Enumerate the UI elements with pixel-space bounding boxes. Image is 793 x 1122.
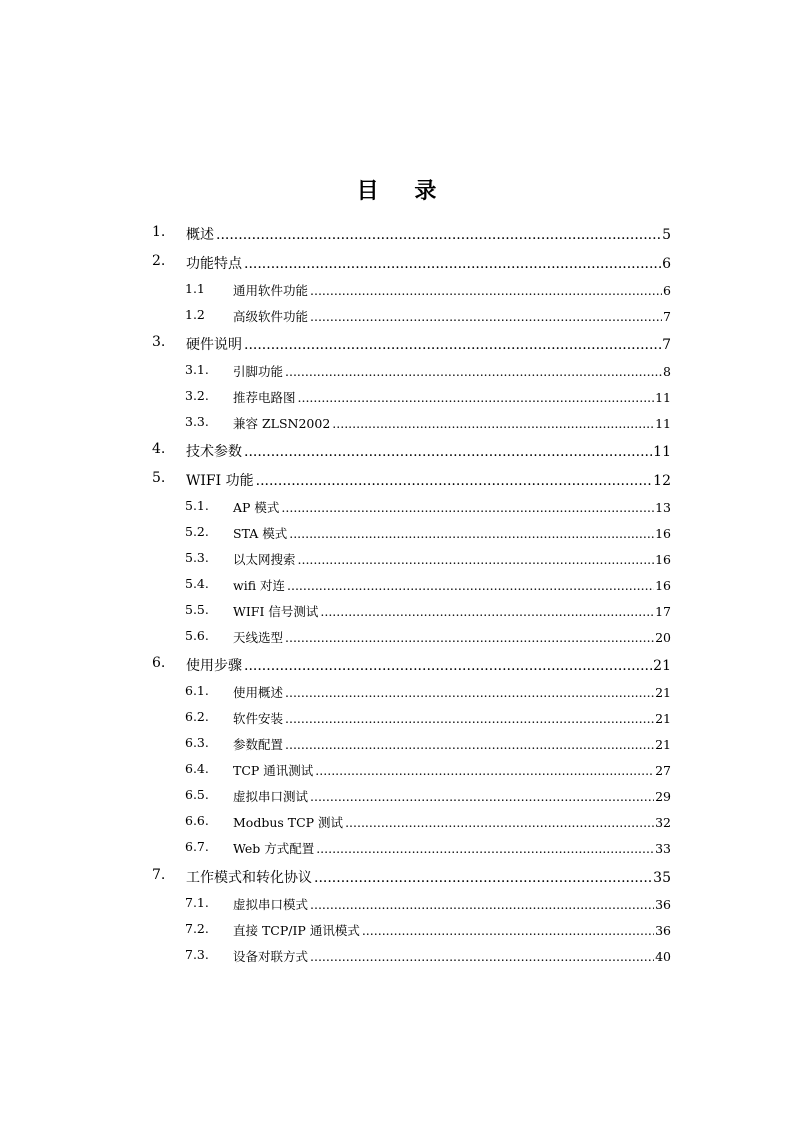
toc-entry[interactable] [0, 735, 793, 759]
toc-entry[interactable] [0, 281, 793, 305]
dot-leader [287, 578, 654, 593]
toc-entry-line [233, 839, 671, 857]
toc-entry-number: 7.1. [185, 895, 209, 910]
toc-entry-line [233, 813, 671, 831]
toc-entry-label: 虚拟串口模式 [233, 897, 309, 912]
toc-entry-line [233, 498, 671, 516]
toc-entry-page-number: 27 [655, 763, 671, 778]
dot-leader [310, 283, 662, 298]
toc-entry-label: WIFI 信号测试 [233, 604, 319, 619]
toc-entry[interactable] [0, 441, 793, 467]
toc-entry-number: 4. [152, 441, 166, 457]
toc-entry[interactable] [0, 224, 793, 250]
toc-entry-page-number: 13 [655, 500, 671, 515]
dot-leader [289, 526, 654, 541]
dot-leader [332, 416, 654, 431]
toc-entry[interactable] [0, 414, 793, 438]
page-title: 目 录 [356, 179, 451, 204]
toc-entry-label: 兼容 ZLSN2002 [233, 416, 331, 431]
toc-entry-page-number: 16 [655, 526, 671, 541]
toc-entry-label: 推荐电路图 [233, 390, 296, 405]
toc-entry-line [233, 735, 671, 753]
toc-entry-number: 3.2. [185, 388, 209, 403]
toc-entry-number: 5.1. [185, 498, 209, 513]
toc-entry-line [233, 388, 671, 406]
toc-entry-number: 7.2. [185, 921, 209, 936]
dot-leader [285, 364, 662, 379]
dot-leader [310, 789, 654, 804]
toc-entry-line [233, 602, 671, 620]
toc-entry[interactable] [0, 867, 793, 893]
toc-entry[interactable] [0, 683, 793, 707]
toc-entry[interactable] [0, 362, 793, 386]
toc-entry-line [186, 655, 671, 675]
toc-entry-label: 使用步骤 [186, 658, 242, 674]
toc-entry[interactable] [0, 334, 793, 360]
toc-entry-page-number: 21 [653, 658, 671, 674]
toc-entry-line [233, 524, 671, 542]
toc-entry-number: 6.6. [185, 813, 209, 828]
toc-entry-page-number: 21 [655, 711, 671, 726]
dot-leader [320, 604, 654, 619]
toc-entry-line [186, 334, 671, 354]
toc-entry-line [233, 550, 671, 568]
toc-entry-line [233, 576, 671, 594]
toc-entry-number: 6.2. [185, 709, 209, 724]
dot-leader [298, 552, 655, 567]
toc-entry[interactable] [0, 947, 793, 971]
toc-entry[interactable] [0, 602, 793, 626]
toc-entry-page-number: 11 [653, 444, 671, 460]
toc-entry-label: 直接 TCP/IP 通讯模式 [233, 923, 360, 938]
toc-entry-page-number: 6 [663, 283, 671, 298]
toc-entry[interactable] [0, 307, 793, 331]
toc-entry-label: Web 方式配置 [233, 841, 315, 856]
toc-entry-label: 参数配置 [233, 737, 284, 752]
toc-entry[interactable] [0, 921, 793, 945]
dot-leader [216, 227, 661, 243]
toc-entry-line [233, 761, 671, 779]
toc-entry-number: 6. [152, 655, 166, 671]
toc-entry-line [233, 414, 671, 432]
toc-entry-page-number: 6 [662, 256, 671, 272]
toc-entry-number: 6.7. [185, 839, 209, 854]
toc-entry-page-number: 36 [655, 923, 671, 938]
dot-leader [314, 870, 652, 886]
toc-entry-label: 功能特点 [186, 256, 242, 272]
toc-entry-page-number: 32 [655, 815, 671, 830]
toc-entry[interactable] [0, 470, 793, 496]
toc-entry-page-number: 5 [662, 227, 671, 243]
toc-entry[interactable] [0, 813, 793, 837]
toc-entry[interactable] [0, 576, 793, 600]
toc-entry-line [233, 947, 671, 965]
toc-entry[interactable] [0, 655, 793, 681]
toc-entry-number: 3.1. [185, 362, 209, 377]
toc-entry-line [186, 224, 671, 244]
toc-entry-page-number: 40 [655, 949, 671, 964]
toc-entry-number: 5. [152, 470, 166, 486]
toc-entry[interactable] [0, 628, 793, 652]
toc-entry-label: 虚拟串口测试 [233, 789, 309, 804]
toc-entry-number: 7.3. [185, 947, 209, 962]
toc-entry-number: 1. [152, 224, 166, 240]
toc-entry-page-number: 16 [655, 552, 671, 567]
toc-entry-page-number: 11 [655, 390, 671, 405]
toc-entry-page-number: 7 [663, 309, 671, 324]
toc-entry-page-number: 33 [655, 841, 671, 856]
toc-entry-label: 通用软件功能 [233, 283, 309, 298]
toc-entry-page-number: 17 [655, 604, 671, 619]
toc-entry-label: 工作模式和转化协议 [186, 870, 312, 886]
toc-entry-line [186, 867, 671, 887]
toc-entry-label: 高级软件功能 [233, 309, 309, 324]
toc-entry-number: 5.6. [185, 628, 209, 643]
toc-entry-label: 以太网搜索 [233, 552, 296, 567]
toc-entry-page-number: 8 [663, 364, 671, 379]
toc-entry-label: 概述 [186, 227, 214, 243]
toc-entry-number: 2. [152, 253, 166, 269]
toc-entry-number: 5.3. [185, 550, 209, 565]
toc-entry-line [233, 787, 671, 805]
toc-entry-label: STA 模式 [233, 526, 288, 541]
toc-entry-label: wifi 对连 [233, 578, 286, 593]
toc-entry-line [233, 709, 671, 727]
toc-entry-label: 天线选型 [233, 630, 284, 645]
dot-leader [244, 658, 652, 674]
toc-entry-page-number: 21 [655, 685, 671, 700]
toc-entry-number: 6.1. [185, 683, 209, 698]
toc-entry-label: WIFI 功能 [186, 473, 254, 489]
toc-entry-number: 5.4. [185, 576, 209, 591]
dot-leader [244, 256, 661, 272]
dot-leader [285, 630, 654, 645]
toc-entry-label: 硬件说明 [186, 337, 242, 353]
dot-leader [310, 949, 654, 964]
dot-leader [310, 309, 662, 324]
toc-entry-number: 3.3. [185, 414, 209, 429]
dot-leader [362, 923, 654, 938]
toc-entry-page-number: 29 [655, 789, 671, 804]
toc-entry-line [233, 362, 671, 380]
toc-entry-page-number: 16 [655, 578, 671, 593]
toc-entry-label: AP 模式 [233, 500, 280, 515]
toc-entry-line [186, 441, 671, 461]
toc-entry[interactable] [0, 839, 793, 863]
dot-leader [244, 444, 652, 460]
toc-entry-line [233, 307, 671, 325]
toc-entry-number: 6.5. [185, 787, 209, 802]
toc-entry[interactable] [0, 498, 793, 522]
toc-entry-page-number: 11 [655, 416, 671, 431]
toc-entry[interactable] [0, 787, 793, 811]
toc-entry-page-number: 21 [655, 737, 671, 752]
dot-leader [244, 337, 661, 353]
toc-entry[interactable] [0, 550, 793, 574]
toc-entry[interactable] [0, 253, 793, 279]
toc-entry-label: 使用概述 [233, 685, 284, 700]
dot-leader [345, 815, 654, 830]
dot-leader [285, 685, 654, 700]
dot-leader [298, 390, 655, 405]
toc-entry-number: 6.4. [185, 761, 209, 776]
toc-entry-number: 5.2. [185, 524, 209, 539]
toc-entry-number: 5.5. [185, 602, 209, 617]
toc-entry-page-number: 35 [653, 870, 671, 886]
toc-entry-label: 软件安装 [233, 711, 284, 726]
toc-entry-page-number: 20 [655, 630, 671, 645]
toc-entry-number: 1.2 [185, 307, 205, 322]
toc-entry-number: 7. [152, 867, 166, 883]
dot-leader [285, 711, 654, 726]
toc-entry-label: 设备对联方式 [233, 949, 309, 964]
dot-leader [285, 737, 654, 752]
toc-entry-line [233, 628, 671, 646]
toc-entry-line [233, 683, 671, 701]
toc-entry[interactable] [0, 524, 793, 548]
toc-entry-line [233, 281, 671, 299]
toc-entry[interactable] [0, 895, 793, 919]
dot-leader [316, 841, 654, 856]
toc-entry-page-number: 36 [655, 897, 671, 912]
toc-entry-page-number: 12 [653, 473, 671, 489]
toc-entry-label: TCP 通讯测试 [233, 763, 314, 778]
toc-entry-line [186, 253, 671, 273]
toc-entry-label: Modbus TCP 测试 [233, 815, 344, 830]
toc-entry[interactable] [0, 388, 793, 412]
toc-entry-label: 技术参数 [186, 444, 242, 460]
toc-entry-number: 1.1 [185, 281, 205, 296]
toc-entry-line [186, 470, 671, 490]
toc-entry[interactable] [0, 761, 793, 785]
toc-entry-number: 6.3. [185, 735, 209, 750]
toc-entry-line [233, 921, 671, 939]
toc-entry-line [233, 895, 671, 913]
dot-leader [310, 897, 654, 912]
toc-entry[interactable] [0, 709, 793, 733]
dot-leader [315, 763, 654, 778]
toc-entry-number: 3. [152, 334, 166, 350]
dot-leader [256, 473, 653, 489]
toc-entry-page-number: 7 [662, 337, 671, 353]
toc-entry-label: 引脚功能 [233, 364, 284, 379]
dot-leader [281, 500, 654, 515]
